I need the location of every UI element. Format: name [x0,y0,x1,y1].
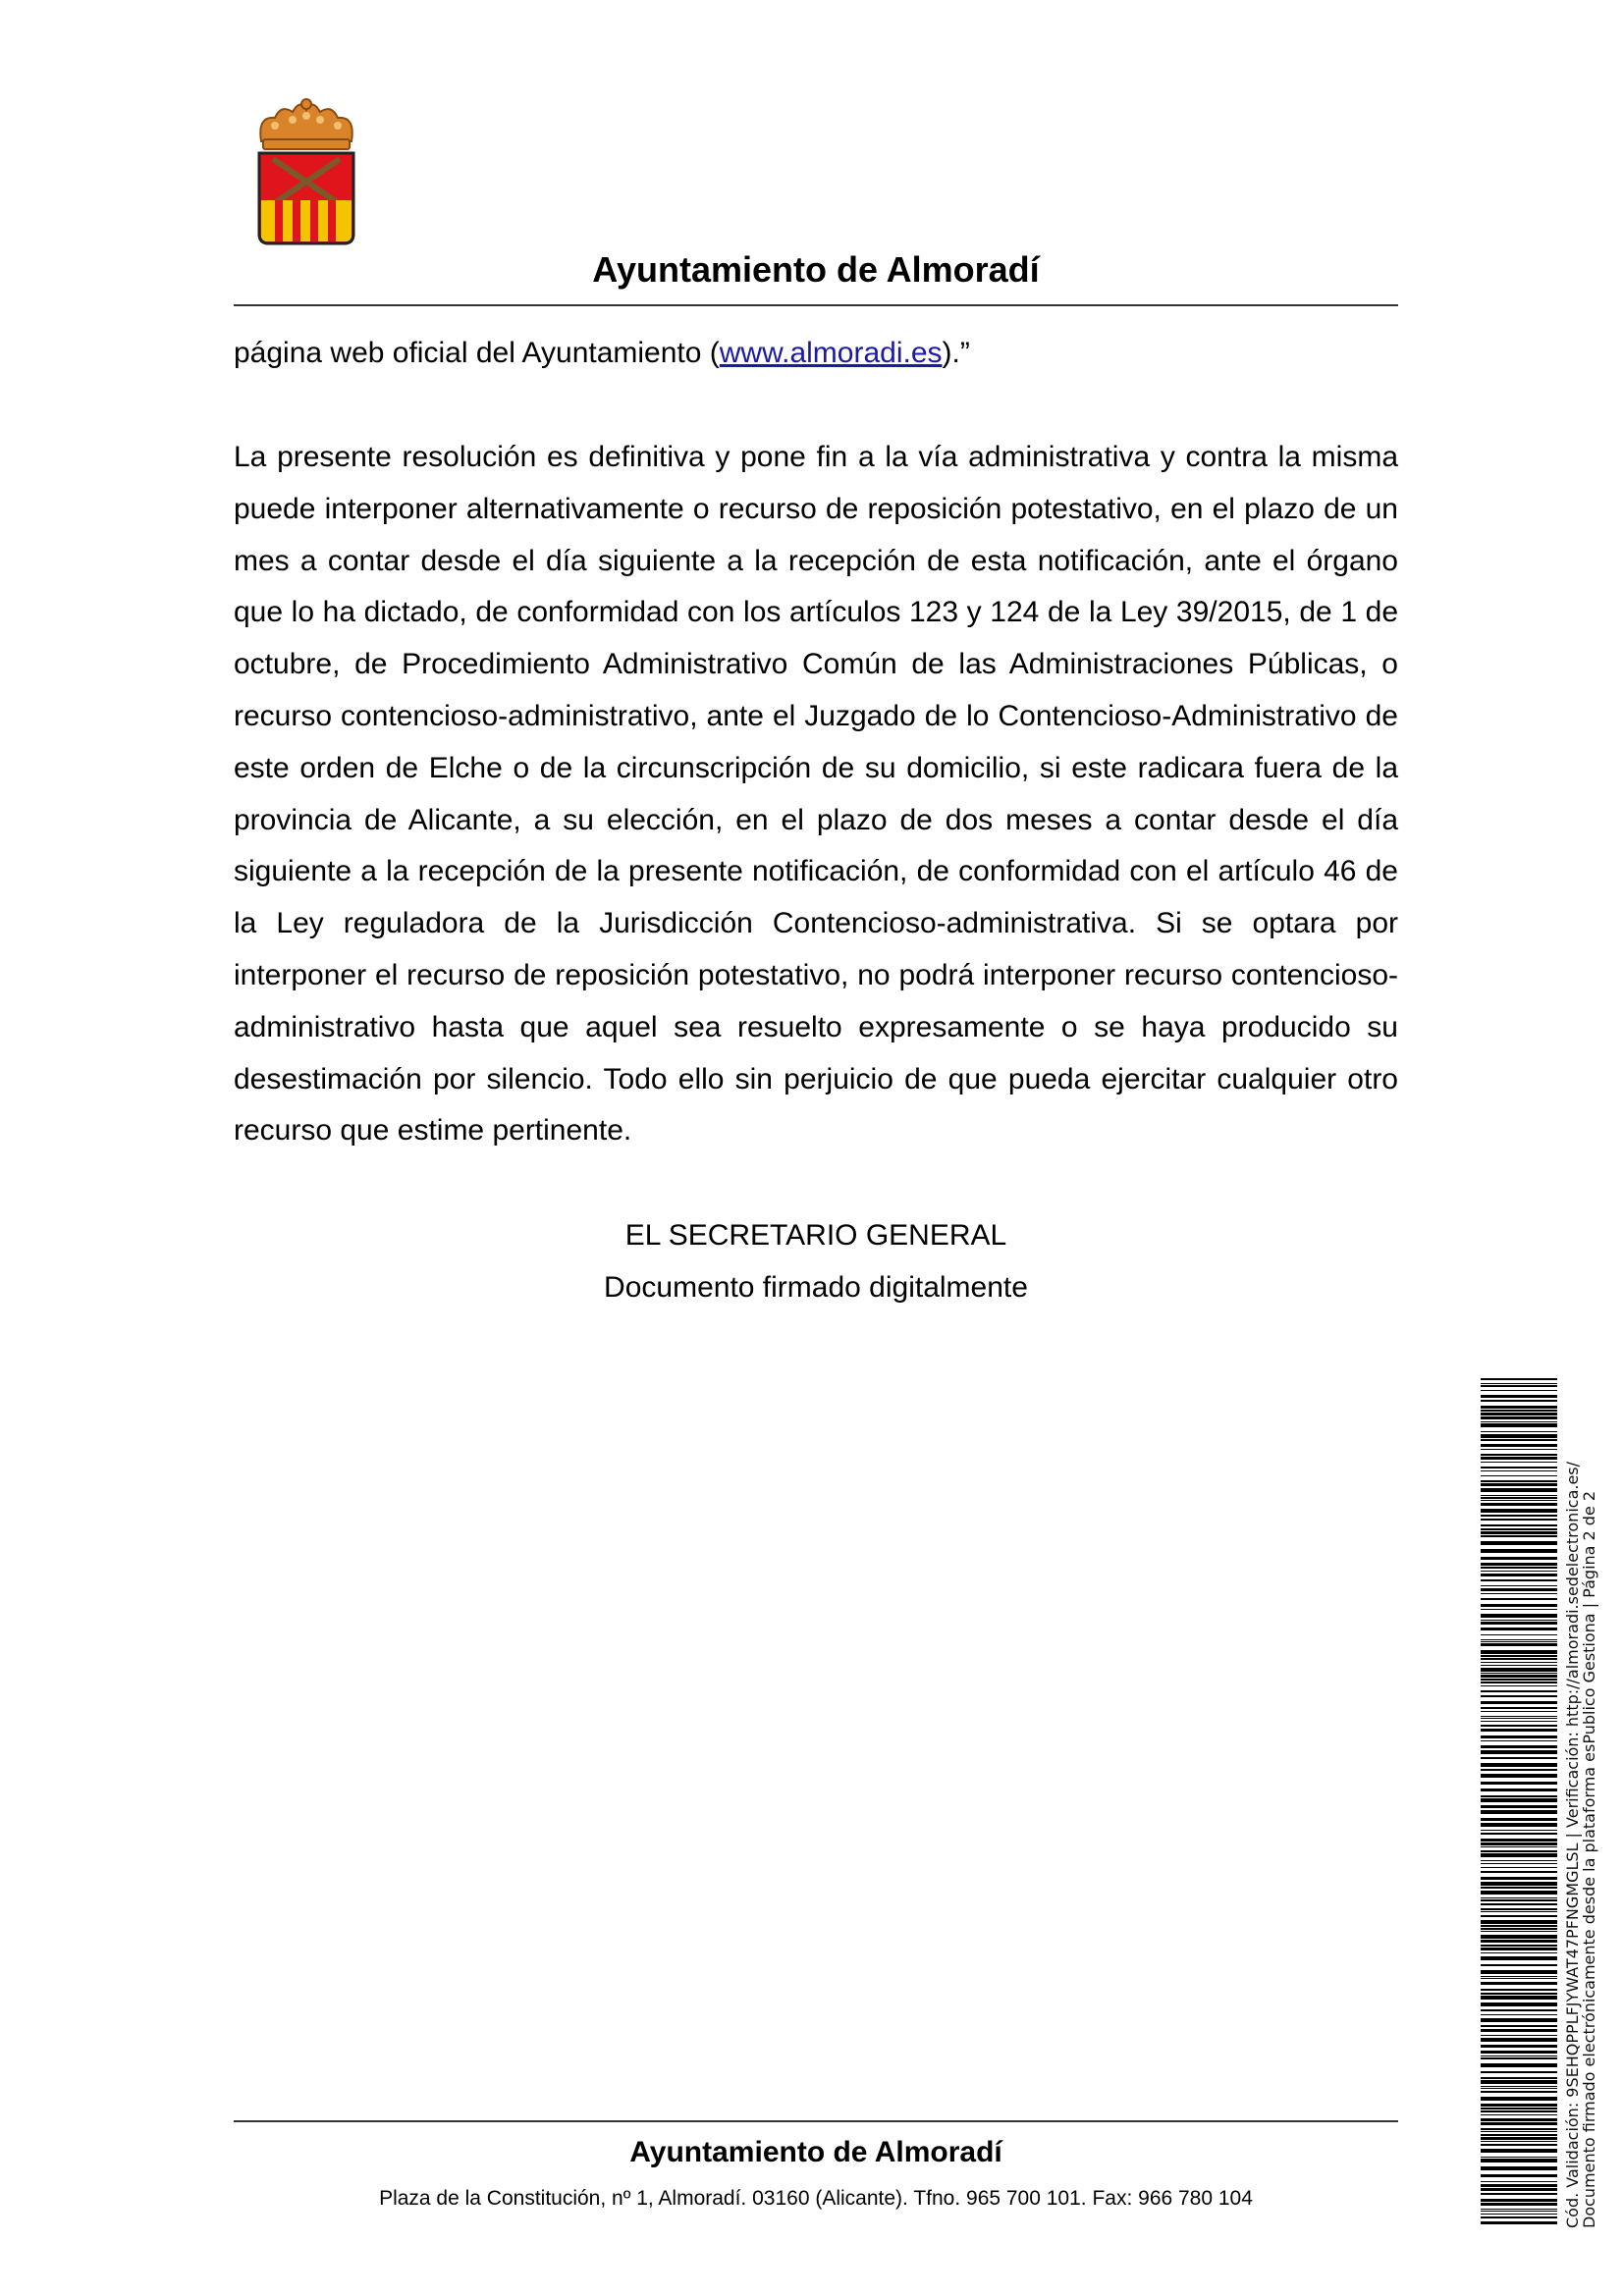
barcode-bar [1481,1480,1557,1482]
barcode-bar [1481,1598,1557,1600]
barcode-bar [1481,1993,1557,1995]
barcode-bar [1481,1707,1557,1709]
barcode-bar [1481,2203,1557,2206]
barcode-bar [1481,1639,1557,1640]
barcode-bar [1481,1891,1557,1895]
barcode-bar [1481,2097,1557,2101]
barcode-bar [1481,1467,1557,1468]
resolution-paragraph: La presente resolución es definitiva y pone fin a la vía administrativa y contra la misma puede interponer alternativamente o recurso de reposición potestativo, en el plazo de un mes a contar desde el día siguiente a la recepción de esta notificación, ante el órgano que lo ha dictado, de conformidad con los artículos 123 y 124 de la Ley 39/2015, de 1 de octubre, de Procedimiento Administrativo Común de las Administraciones Públicas, o recurso contencioso-administrativo, ante el Juzgado de lo Contencioso-Administrativo de este orden de Elche o de la circunscripción de su domicilio, si este radicara fuera de la provincia de Alicante, a su elección, en el plazo de dos meses a contar desde el día siguiente a la recepción de la presente notificación, de conformidad con el artículo 46 de la Ley reguladora de la Jurisdicción Contencioso-administrativa. Si se optara por interponer el recurso de reposición potestativo, no podrá interponer recurso contencioso-administrativo hasta que aquel sea resuelto expresamente o se haya producido su desestimación por silencio. Todo ello sin perjuicio de que pueda ejercitar cualquier otro recurso que estime pertinente. [234,441,1398,1148]
barcode-bar [1481,1735,1557,1738]
barcode-bar [1481,1882,1557,1886]
barcode-bar [1481,2122,1557,2125]
barcode-bar [1481,1585,1557,1586]
barcode-bar [1481,1628,1557,1630]
barcode-bar [1481,1531,1557,1534]
barcode-bar [1481,1567,1557,1569]
barcode-bar [1481,1557,1557,1560]
barcode-bar [1481,1457,1557,1460]
barcode-bar [1481,1444,1557,1447]
barcode-bar [1481,1823,1557,1827]
barcode-bar [1481,1679,1557,1681]
barcode-bar [1481,2199,1557,2202]
header-divider [234,304,1398,306]
barcode-bar [1481,1899,1557,1901]
barcode [1481,1378,1557,2228]
barcode-bar [1481,1413,1557,1415]
barcode-bar [1481,1718,1557,1719]
barcode-bar [1481,1675,1557,1678]
barcode-bar [1481,1475,1557,1476]
barcode-bar [1481,1497,1557,1499]
barcode-bar [1481,1860,1557,1861]
barcode-bar [1481,1665,1557,1666]
barcode-bar [1481,1931,1557,1932]
barcode-bar [1481,1673,1557,1674]
continuation-end: ).” [942,337,970,369]
barcode-bar [1481,1818,1557,1821]
barcode-bar [1481,1383,1557,1384]
barcode-bar [1481,1515,1557,1517]
barcode-bar [1481,2088,1557,2089]
barcode-bar [1481,2174,1557,2177]
barcode-bar [1481,1976,1557,1977]
header-title: Ayuntamiento de Almoradí [592,249,1040,290]
barcode-bar [1481,1410,1557,1412]
barcode-bar [1481,2214,1557,2215]
barcode-bar [1481,1400,1557,1402]
barcode-bar [1481,2063,1557,2067]
barcode-bar [1481,1454,1557,1456]
barcode-bar [1481,2077,1557,2079]
barcode-bar [1481,1996,1557,2000]
barcode-bar [1481,2035,1557,2036]
barcode-bar [1481,1462,1557,1463]
barcode-bar [1481,1593,1557,1594]
barcode-bar [1481,1757,1557,1759]
barcode-bar [1481,2188,1557,2191]
barcode-bar [1481,2045,1557,2048]
barcode-bar [1481,2221,1557,2224]
barcode-bar [1481,2159,1557,2163]
barcode-bar [1481,1964,1557,1966]
barcode-bar [1481,1574,1557,1576]
barcode-bar [1481,2216,1557,2218]
barcode-bar [1481,1830,1557,1831]
barcode-bar [1481,1908,1557,1910]
barcode-bar [1481,1711,1557,1712]
barcode-bar [1481,2184,1557,2187]
barcode-bar [1481,1406,1557,1409]
barcode-bar [1481,1439,1557,1441]
footer-address: Plaza de la Constitución, nº 1, Almoradí. 03160 (Alicante). Tfno. 965 700 101. Fax: 966 780 104 [379,2187,1253,2210]
barcode-bar [1481,1535,1557,1537]
barcode-bar [1481,1500,1557,1501]
barcode-bar [1481,1789,1557,1791]
barcode-bar [1481,1614,1557,1618]
barcode-bar [1481,1604,1557,1607]
barcode-bar [1481,1378,1557,1380]
barcode-bar [1481,1519,1557,1521]
barcode-bar [1481,1449,1557,1450]
barcode-bar [1481,1935,1557,1939]
barcode-bar [1481,1434,1557,1438]
barcode-bar [1481,2181,1557,2182]
barcode-bar [1481,1842,1557,1845]
barcode-bar [1481,1725,1557,1727]
barcode-bar [1481,1903,1557,1905]
barcode-bar [1481,1690,1557,1692]
barcode-bar [1481,1528,1557,1530]
barcode-bar [1481,2002,1557,2006]
barcode-bar [1481,1871,1557,1873]
validation-text [1563,1461,1598,2228]
barcode-bar [1481,1925,1557,1927]
barcode-bar [1481,1853,1557,1857]
barcode-bar [1481,2057,1557,2059]
barcode-bar [1481,1634,1557,1635]
barcode-bar [1481,1763,1557,1767]
barcode-bar [1481,1495,1557,1496]
barcode-bar [1481,2137,1557,2140]
barcode-bar [1481,1839,1557,1842]
barcode-bar [1481,1863,1557,1864]
signature-note: Documento firmado digitalmente [604,1271,1028,1304]
barcode-bar [1481,1915,1557,1917]
barcode-bar [1481,2038,1557,2042]
barcode-bar [1481,1662,1557,1663]
barcode-bar [1481,2009,1557,2011]
barcode-bar [1481,1685,1557,1686]
barcode-bar [1481,1650,1557,1654]
barcode-bar [1481,1682,1557,1683]
barcode-bar [1481,1483,1557,1486]
barcode-bar [1481,1423,1557,1427]
website-link[interactable]: www.almoradi.es [719,337,943,369]
validation-platform-line: Documento firmado electrónicamente desde la plataforma esPublico Gestiona | Página 2 de 2 [1580,1490,1598,2228]
coat-of-arms-logo [251,96,361,247]
barcode-bar [1481,2029,1557,2032]
barcode-bar [1481,2114,1557,2115]
barcode-bar [1481,1798,1557,1802]
barcode-bar [1481,2166,1557,2170]
barcode-bar [1481,2014,1557,2015]
barcode-bar [1481,1867,1557,1868]
signature-role: EL SECRETARIO GENERAL [624,1219,1007,1252]
barcode-bar [1481,1928,1557,1930]
validation-code-line: Cód. Validación: 9SEHQPPLFJYWAT47PFNGMGLSL | Verificación: http://almoradi.sedelectronica.es/ [1563,1461,1582,2228]
barcode-bar [1481,1503,1557,1506]
barcode-bar [1481,1774,1557,1778]
barcode-bar [1481,2080,1557,2084]
barcode-bar [1481,1395,1557,1398]
barcode-bar [1481,1877,1557,1880]
barcode-bar [1481,1750,1557,1754]
barcode-bar [1481,1970,1557,1974]
signature-block [234,1209,1398,1313]
barcode-bar [1481,2025,1557,2027]
barcode-bar [1481,1549,1557,1553]
barcode-bar [1481,1782,1557,1785]
barcode-bar [1481,2118,1557,2121]
barcode-bar [1481,1509,1557,1513]
barcode-bar [1481,1745,1557,1748]
barcode-bar [1481,1740,1557,1741]
barcode-bar [1481,1920,1557,1924]
barcode-bar [1481,1887,1557,1889]
barcode-bar [1481,1431,1557,1432]
barcode-bar [1481,1729,1557,1732]
barcode-bar [1481,1945,1557,1947]
barcode-bar [1481,1541,1557,1545]
barcode-bar [1481,2149,1557,2153]
barcode-bar [1481,2193,1557,2195]
barcode-bar [1481,1416,1557,1419]
barcode-bar [1481,2131,1557,2132]
barcode-bar [1481,1658,1557,1660]
barcode-bar [1481,1989,1557,1991]
barcode-bar [1481,1695,1557,1697]
barcode-bar [1481,2091,1557,2093]
barcode-bar [1481,2110,1557,2112]
barcode-bar [1481,1978,1557,1979]
barcode-bar [1481,1810,1557,1814]
barcode-bar [1481,2211,1557,2212]
barcode-bar [1481,2144,1557,2146]
barcode-bar [1481,1620,1557,1621]
barcode-bar [1481,2141,1557,2142]
barcode-bar [1481,1524,1557,1526]
barcode-bar [1481,2128,1557,2130]
barcode-bar [1481,1421,1557,1422]
barcode-bar [1481,1795,1557,1797]
barcode-bar [1481,1588,1557,1591]
barcode-bar [1481,1609,1557,1610]
barcode-bar [1481,1956,1557,1960]
barcode-bar [1481,1952,1557,1953]
barcode-bar [1481,2104,1557,2107]
barcode-bar [1481,1470,1557,1471]
footer-title: Ayuntamiento de Almoradí [629,2136,1002,2168]
barcode-bar [1481,1668,1557,1672]
barcode-bar [1481,1390,1557,1391]
continuation-line [234,330,1398,377]
barcode-bar [1481,1911,1557,1912]
barcode-bar [1481,1846,1557,1847]
barcode-bar [1481,1563,1557,1566]
barcode-bar [1481,2071,1557,2073]
barcode-bar [1481,1716,1557,1717]
barcode-bar [1481,1833,1557,1835]
barcode-bar [1481,1769,1557,1771]
barcode-bar [1481,1622,1557,1625]
barcode-bar [1481,1571,1557,1572]
barcode-bar [1481,1982,1557,1985]
barcode-bar [1481,1850,1557,1852]
barcode-bar [1481,1940,1557,1943]
barcode-bar [1481,2018,1557,2022]
continuation-text: página web oficial del Ayuntamiento ( [234,337,720,369]
barcode-bar [1481,2209,1557,2210]
barcode-bar [1481,1385,1557,1387]
footer-divider [234,2120,1398,2122]
barcode-bar [1481,2086,1557,2087]
barcode-bar [1481,1948,1557,1950]
barcode-bar [1481,1897,1557,1898]
barcode-bar [1481,2157,1557,2158]
barcode-bar [1481,1579,1557,1581]
barcode-bar [1481,2134,1557,2136]
barcode-bar [1481,1805,1557,1808]
barcode-bar [1481,1641,1557,1642]
barcode-bar [1481,1655,1557,1657]
barcode-bar [1481,1643,1557,1646]
barcode-bar [1481,1721,1557,1722]
barcode-bar [1481,2108,1557,2109]
barcode-bar [1481,1701,1557,1704]
barcode-bar [1481,2051,1557,2054]
barcode-bar [1481,1488,1557,1492]
